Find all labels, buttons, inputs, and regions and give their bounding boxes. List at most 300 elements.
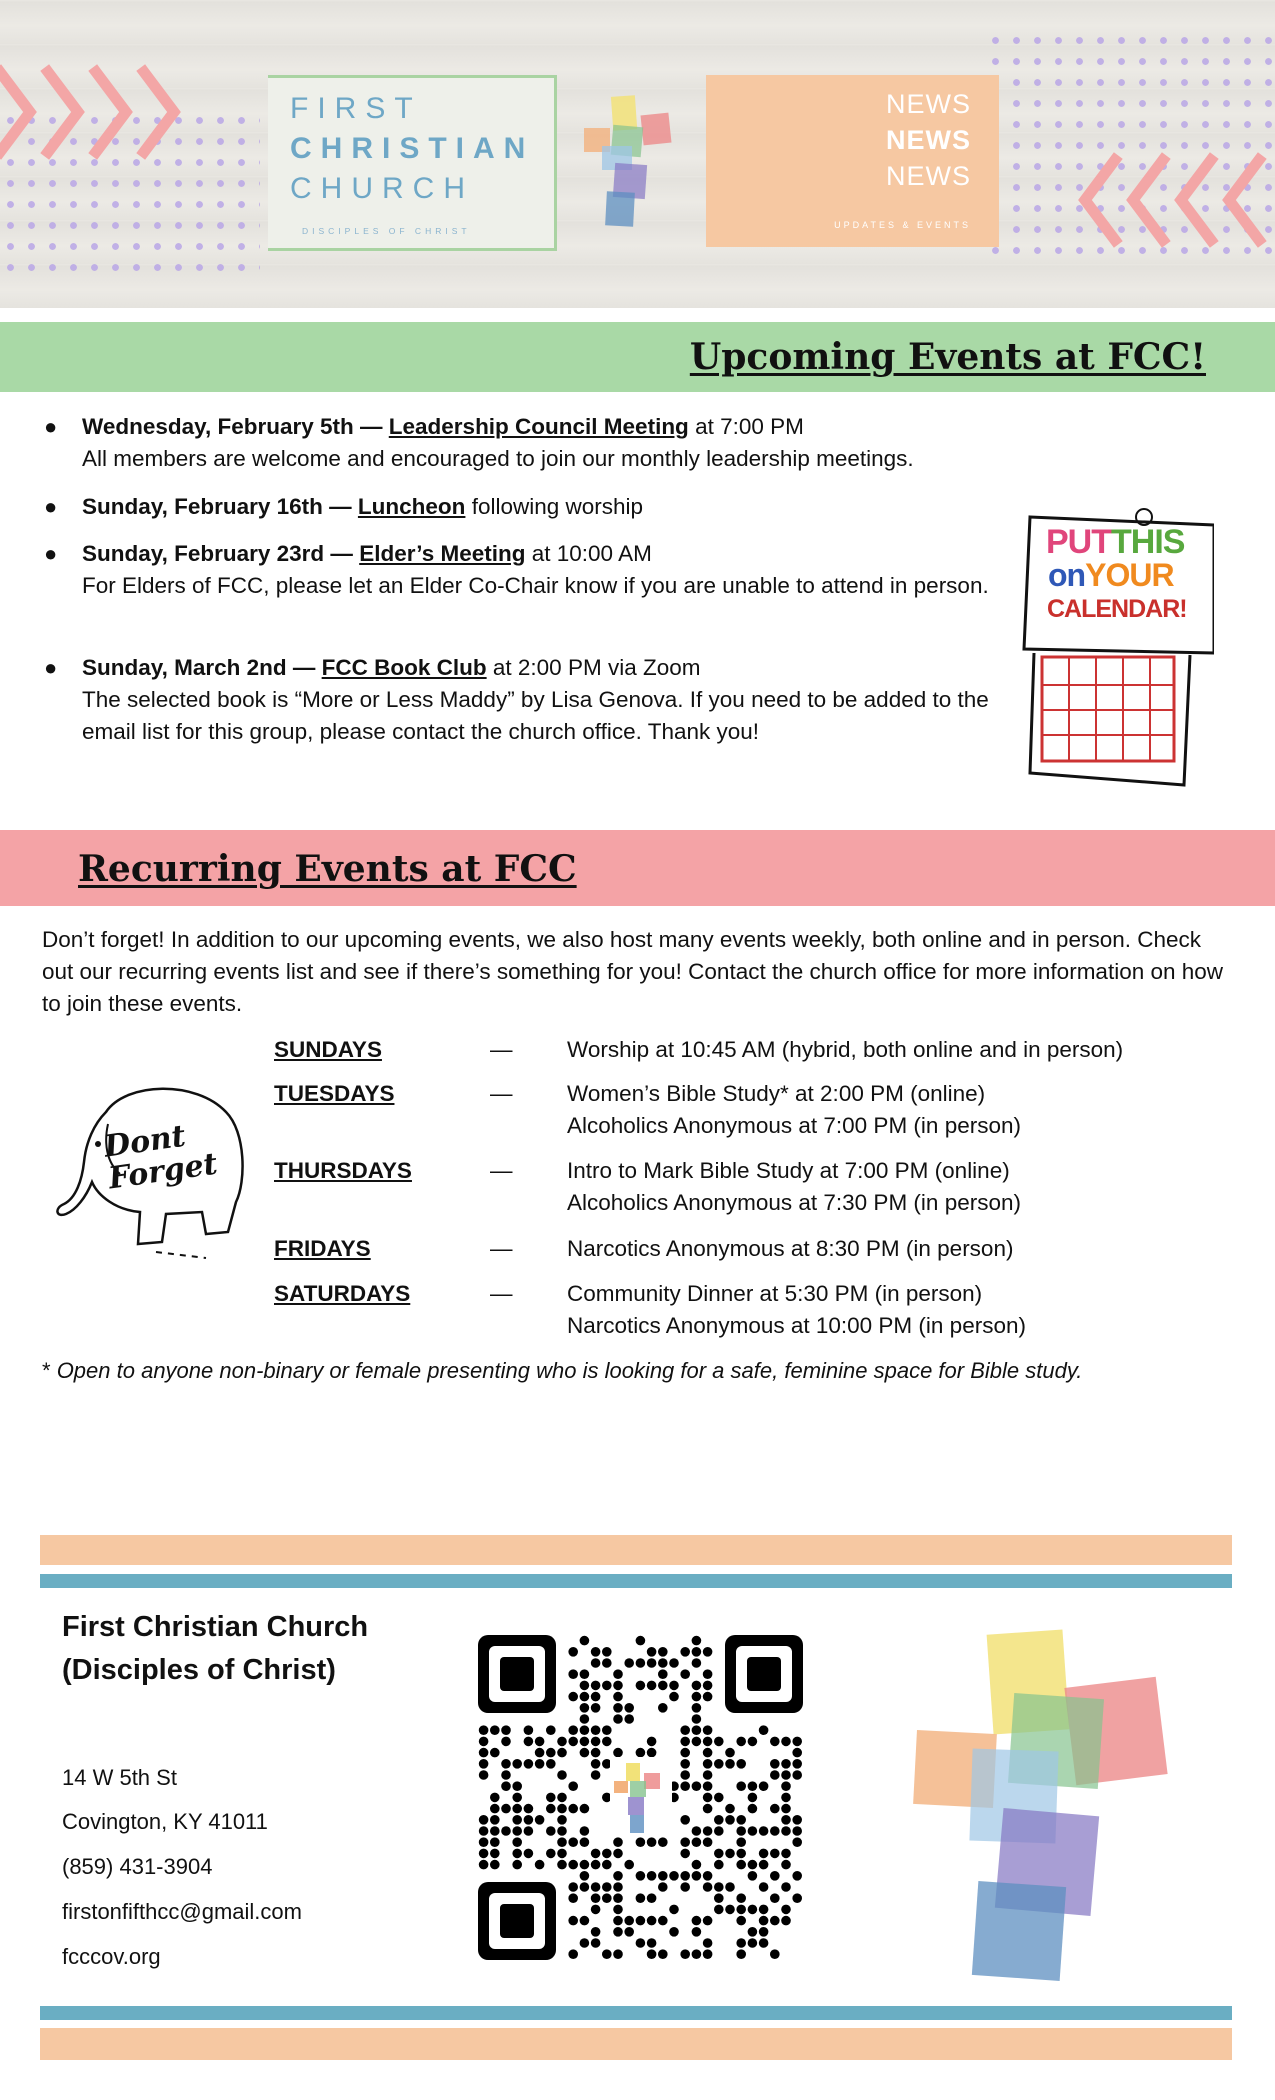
qr-module [512, 1849, 522, 1859]
qr-module [770, 1849, 780, 1859]
qr-module [692, 1927, 702, 1937]
qr-module [703, 1647, 713, 1657]
qr-module [714, 1905, 724, 1915]
qr-module [703, 1949, 713, 1959]
qr-module [792, 1815, 802, 1825]
news-line-2: NEWS [886, 125, 971, 155]
qr-module [591, 1905, 601, 1915]
qr-module [714, 1759, 724, 1769]
qr-module [557, 1737, 567, 1747]
qr-module [624, 1916, 634, 1926]
qr-module [680, 1871, 690, 1881]
qr-module [490, 1804, 500, 1814]
qr-module [479, 1849, 489, 1859]
qr-module [703, 1770, 713, 1780]
qr-module [580, 1882, 590, 1892]
qr-module [568, 1737, 578, 1747]
qr-module [669, 1905, 679, 1915]
qr-module [680, 1759, 690, 1769]
qr-module [658, 1882, 668, 1892]
qr-module [736, 1737, 746, 1747]
qr-module [680, 1770, 690, 1780]
qr-module [636, 1636, 646, 1646]
qr-module [725, 1905, 735, 1915]
qr-module [479, 1759, 489, 1769]
qr-module [748, 1927, 758, 1937]
qr-module [781, 1916, 791, 1926]
qr-module [524, 1737, 534, 1747]
qr-module [725, 1759, 735, 1769]
qr-module [512, 1860, 522, 1870]
qr-module [568, 1860, 578, 1870]
qr-module [725, 1815, 735, 1825]
qr-module [512, 1815, 522, 1825]
qr-module [680, 1949, 690, 1959]
qr-module [792, 1737, 802, 1747]
qr-module [568, 1804, 578, 1814]
qr-module [792, 1826, 802, 1836]
qr-module [714, 1893, 724, 1903]
qr-module [759, 1860, 769, 1870]
qr-module [524, 1826, 534, 1836]
qr-module [680, 1725, 690, 1735]
event-time: at 2:00 PM via Zoom [492, 655, 701, 680]
dont-forget-text: Dont Forget [101, 1118, 220, 1197]
qr-module [501, 1804, 511, 1814]
qr-module [613, 1681, 623, 1691]
news-line-1: NEWS [886, 89, 971, 119]
qr-module [692, 1949, 702, 1959]
schedule-row [0, 1078, 1275, 1142]
schedule-dash: — [490, 1081, 513, 1106]
qr-module [680, 1837, 690, 1847]
qr-module [680, 1815, 690, 1825]
qr-module [479, 1737, 489, 1747]
qr-module [669, 1692, 679, 1702]
qr-module [546, 1725, 556, 1735]
qr-module [692, 1916, 702, 1926]
qr-module [647, 1658, 657, 1668]
qr-module [703, 1681, 713, 1691]
event-description: For Elders of FCC, please let an Elder Co-Chair know if you are unable to attend in person. [82, 573, 989, 598]
footer-church-name [62, 1606, 368, 1692]
qr-module [591, 1658, 601, 1668]
qr-module [770, 1770, 780, 1780]
schedule-row [0, 1034, 1275, 1066]
event-date: Sunday, February 16th — [82, 494, 352, 519]
qr-module [781, 1781, 791, 1791]
qr-module [535, 1748, 545, 1758]
qr-module [591, 1647, 601, 1657]
qr-module [490, 1748, 500, 1758]
qr-module [535, 1860, 545, 1870]
schedule-item: Intro to Mark Bible Study at 7:00 PM (online) [567, 1158, 1010, 1183]
schedule-item: Narcotics Anonymous at 10:00 PM (in person) [567, 1313, 1026, 1338]
qr-module [781, 1826, 791, 1836]
qr-module [636, 1681, 646, 1691]
qr-module [703, 1826, 713, 1836]
event-item [44, 491, 1012, 523]
qr-module [636, 1938, 646, 1948]
qr-module [501, 1725, 511, 1735]
qr-module [647, 1737, 657, 1747]
qr-module [792, 1748, 802, 1758]
bullet-icon: ● [44, 414, 58, 439]
qr-module [703, 1938, 713, 1948]
qr-module [591, 1692, 601, 1702]
qr-module [669, 1681, 679, 1691]
logo-line-christian: CHRISTIAN [290, 132, 535, 165]
bullet-icon: ● [44, 494, 58, 519]
footnote [42, 1355, 1252, 1387]
event-time: at 7:00 PM [695, 414, 804, 439]
qr-module [524, 1759, 534, 1769]
qr-module [557, 1748, 567, 1758]
qr-module [580, 1804, 590, 1814]
qr-module [568, 1669, 578, 1679]
qr-module [736, 1916, 746, 1926]
qr-module [580, 1714, 590, 1724]
recurring-events-title: Recurring Events at FCC [78, 848, 577, 890]
qr-module [748, 1826, 758, 1836]
qr-module [692, 1826, 702, 1836]
event-description: All members are welcome and encouraged to join our monthly leadership meetings. [82, 446, 914, 471]
qr-module [479, 1826, 489, 1836]
qr-module [602, 1681, 612, 1691]
event-name: Leadership Council Meeting [388, 414, 689, 439]
qr-module [591, 1938, 601, 1948]
news-line-3: NEWS [886, 161, 971, 191]
qr-module [748, 1793, 758, 1803]
contact-website: fcccov.org [62, 1944, 161, 1969]
qr-module [736, 1860, 746, 1870]
qr-module [591, 1703, 601, 1713]
qr-module [580, 1916, 590, 1926]
qr-module [591, 1725, 601, 1735]
footer-stripe-teal-top [40, 1574, 1232, 1588]
qr-module [703, 1759, 713, 1769]
schedule-day: SUNDAYS [274, 1037, 382, 1062]
church-name-line2: (Disciples of Christ) [62, 1654, 336, 1686]
qr-module [714, 1737, 724, 1747]
qr-module [748, 1905, 758, 1915]
qr-module [624, 1927, 634, 1937]
qr-module [557, 1837, 567, 1847]
calendar-word-your: YOUR [1085, 557, 1174, 593]
qr-module [781, 1737, 791, 1747]
qr-module [591, 1849, 601, 1859]
schedule-item: Narcotics Anonymous at 8:30 PM (in person) [567, 1236, 1014, 1261]
qr-module [692, 1658, 702, 1668]
qr-module [613, 1949, 623, 1959]
qr-module [613, 1893, 623, 1903]
schedule-day: SATURDAYS [274, 1281, 411, 1306]
qr-module [501, 1759, 511, 1769]
qr-module [546, 1748, 556, 1758]
qr-module [759, 1916, 769, 1926]
qr-module [591, 1770, 601, 1780]
event-description: The selected book is “More or Less Maddy” by Lisa Genova. If you need to be added to the email list for this group, please contact the church office. Thank you! [82, 687, 989, 744]
chevrons-left-decoration [1075, 150, 1275, 250]
qr-module [580, 1725, 590, 1735]
qr-module [736, 1949, 746, 1959]
church-logo-card [268, 75, 557, 251]
qr-module [703, 1793, 713, 1803]
qr-module [714, 1882, 724, 1892]
qr-module [602, 1860, 612, 1870]
qr-module [781, 1882, 791, 1892]
calendar-word-this: THIS [1111, 523, 1185, 561]
qr-module [658, 1658, 668, 1668]
event-name: FCC Book Club [321, 655, 487, 680]
qr-module [490, 1860, 500, 1870]
qr-module [613, 1849, 623, 1859]
qr-module [692, 1692, 702, 1702]
qr-module [591, 1748, 601, 1758]
qr-module [669, 1658, 679, 1668]
qr-module [658, 1681, 668, 1691]
qr-module [580, 1837, 590, 1847]
qr-module [703, 1725, 713, 1735]
qr-module [580, 1871, 590, 1881]
qr-module [535, 1815, 545, 1825]
qr-module [770, 1804, 780, 1814]
qr-module [546, 1793, 556, 1803]
qr-module [703, 1916, 713, 1926]
qr-module [568, 1949, 578, 1959]
qr-module [714, 1849, 724, 1859]
qr-module [580, 1636, 590, 1646]
qr-module [602, 1882, 612, 1892]
qr-module [703, 1882, 713, 1892]
qr-module [501, 1770, 511, 1780]
schedule-item: Worship at 10:45 AM (hybrid, both online and in person) [567, 1037, 1124, 1062]
qr-module [580, 1737, 590, 1747]
qr-module [512, 1759, 522, 1769]
qr-module [568, 1725, 578, 1735]
qr-module [580, 1669, 590, 1679]
qr-module [703, 1837, 713, 1847]
qr-module [557, 1849, 567, 1859]
qr-module [580, 1938, 590, 1948]
qr-module [770, 1893, 780, 1903]
qr-module [613, 1714, 623, 1724]
qr-module [714, 1793, 724, 1803]
qr-module [490, 1793, 500, 1803]
qr-module [692, 1714, 702, 1724]
contact-city: Covington, KY 41011 [62, 1809, 268, 1834]
qr-module [490, 1815, 500, 1825]
qr-module [759, 1725, 769, 1735]
qr-module [725, 1849, 735, 1859]
qr-module [624, 1658, 634, 1668]
qr-module [736, 1759, 746, 1769]
qr-module [479, 1815, 489, 1825]
qr-module [624, 1703, 634, 1713]
qr-module [736, 1815, 746, 1825]
event-name: Luncheon [357, 494, 466, 519]
qr-module [692, 1703, 702, 1713]
qr-module [680, 1849, 690, 1859]
qr-module [602, 1893, 612, 1903]
calendar-word-calendar: CALENDAR! [1047, 595, 1187, 623]
qr-module [535, 1737, 545, 1747]
schedule-day: TUESDAYS [274, 1081, 395, 1106]
event-item [44, 411, 1012, 475]
qr-module [647, 1871, 657, 1881]
qr-module [636, 1871, 646, 1881]
qr-module [568, 1882, 578, 1892]
church-name-line1: First Christian Church [62, 1611, 369, 1643]
qr-module [591, 1737, 601, 1747]
event-item [44, 538, 1002, 602]
upcoming-events-title: Upcoming Events at FCC! [689, 336, 1206, 378]
qr-module [725, 1748, 735, 1758]
qr-module [658, 1669, 668, 1679]
schedule-dash: — [490, 1236, 513, 1261]
qr-module [792, 1837, 802, 1847]
qr-module [748, 1781, 758, 1791]
qr-module [636, 1893, 646, 1903]
qr-module [557, 1815, 567, 1825]
qr-module [546, 1804, 556, 1814]
event-time: following worship [471, 494, 644, 519]
qr-module [647, 1916, 657, 1926]
qr-module [792, 1770, 802, 1780]
qr-module [680, 1748, 690, 1758]
footer-stripe-peach-top [40, 1535, 1232, 1565]
qr-module [613, 1703, 623, 1713]
qr-code [478, 1635, 803, 1960]
event-date: Sunday, February 23rd — [82, 541, 353, 566]
qr-module [680, 1882, 690, 1892]
qr-module [557, 1804, 567, 1814]
qr-module [580, 1860, 590, 1870]
qr-module [647, 1893, 657, 1903]
footnote-mark: * [42, 1358, 51, 1383]
qr-module [759, 1905, 769, 1915]
qr-module [680, 1669, 690, 1679]
bullet-icon: ● [44, 655, 58, 680]
qr-module [692, 1860, 702, 1870]
qr-module [524, 1725, 534, 1735]
qr-module [781, 1860, 791, 1870]
qr-module [568, 1837, 578, 1847]
qr-module [501, 1826, 511, 1836]
qr-module [770, 1916, 780, 1926]
qr-module [591, 1759, 601, 1769]
qr-module [725, 1804, 735, 1814]
schedule-item: Women’s Bible Study* at 2:00 PM (online) [567, 1081, 986, 1106]
qr-module [580, 1681, 590, 1691]
qr-module [658, 1837, 668, 1847]
contact-phone: (859) 431-3904 [62, 1854, 213, 1879]
qr-module [748, 1860, 758, 1870]
qr-module [647, 1681, 657, 1691]
calendar-word-on: on [1048, 557, 1086, 593]
qr-module [602, 1849, 612, 1859]
contact-email: firstonfifthcc@gmail.com [62, 1899, 302, 1924]
logo-line-first: FIRST [290, 92, 422, 125]
qr-module [647, 1938, 657, 1948]
qr-module [591, 1927, 601, 1937]
qr-module [580, 1748, 590, 1758]
qr-module [692, 1681, 702, 1691]
qr-module [703, 1748, 713, 1758]
qr-module [792, 1759, 802, 1769]
news-title-card [706, 75, 999, 247]
qr-module [759, 1849, 769, 1859]
qr-module [557, 1860, 567, 1870]
qr-module [602, 1658, 612, 1668]
event-date: Sunday, March 2nd — [82, 655, 316, 680]
qr-module [568, 1893, 578, 1903]
qr-module [680, 1781, 690, 1791]
schedule-row [0, 1278, 1275, 1342]
qr-module [748, 1938, 758, 1948]
qr-module [703, 1871, 713, 1881]
qr-module [591, 1860, 601, 1870]
qr-module [748, 1804, 758, 1814]
qr-module [781, 1804, 791, 1814]
schedule-day: FRIDAYS [274, 1236, 371, 1261]
qr-module [602, 1647, 612, 1657]
qr-module [647, 1647, 657, 1657]
qr-module [546, 1826, 556, 1836]
qr-module [647, 1837, 657, 1847]
qr-module [479, 1748, 489, 1758]
qr-module [692, 1781, 702, 1791]
schedule-dash: — [490, 1281, 513, 1306]
qr-module [703, 1692, 713, 1702]
qr-module [624, 1714, 634, 1724]
qr-module [703, 1804, 713, 1814]
qr-module [748, 1871, 758, 1881]
qr-module [658, 1916, 668, 1926]
qr-module [770, 1826, 780, 1836]
qr-module [490, 1725, 500, 1735]
qr-module [557, 1826, 567, 1836]
qr-module [591, 1893, 601, 1903]
qr-module [680, 1737, 690, 1747]
qr-module [736, 1905, 746, 1915]
chevrons-right-decoration [0, 62, 190, 162]
recurring-intro: Don’t forget! In addition to our upcoming events, we also host many events weekly, both online and in person. Check out our recurring events list and see if there’s something for you! Contact the church office for more information on how to join these events. [42, 927, 1224, 1016]
qr-module [613, 1748, 623, 1758]
qr-module [602, 1737, 612, 1747]
qr-module [781, 1793, 791, 1803]
schedule-row [0, 1155, 1275, 1219]
qr-module [524, 1804, 534, 1814]
qr-module [781, 1905, 791, 1915]
qr-module [580, 1826, 590, 1836]
qr-module [770, 1949, 780, 1959]
qr-module [490, 1849, 500, 1859]
qr-module [501, 1737, 511, 1747]
schedule-dash: — [490, 1158, 513, 1183]
qr-module [647, 1949, 657, 1959]
qr-module [781, 1815, 791, 1825]
qr-module [736, 1837, 746, 1847]
qr-module [714, 1860, 724, 1870]
event-name: Elder’s Meeting [359, 541, 526, 566]
qr-module [736, 1849, 746, 1859]
qr-module [613, 1692, 623, 1702]
qr-module [714, 1815, 724, 1825]
bullet-icon: ● [44, 541, 58, 566]
upcoming-events-banner [0, 322, 1275, 392]
schedule-dash: — [490, 1037, 513, 1062]
